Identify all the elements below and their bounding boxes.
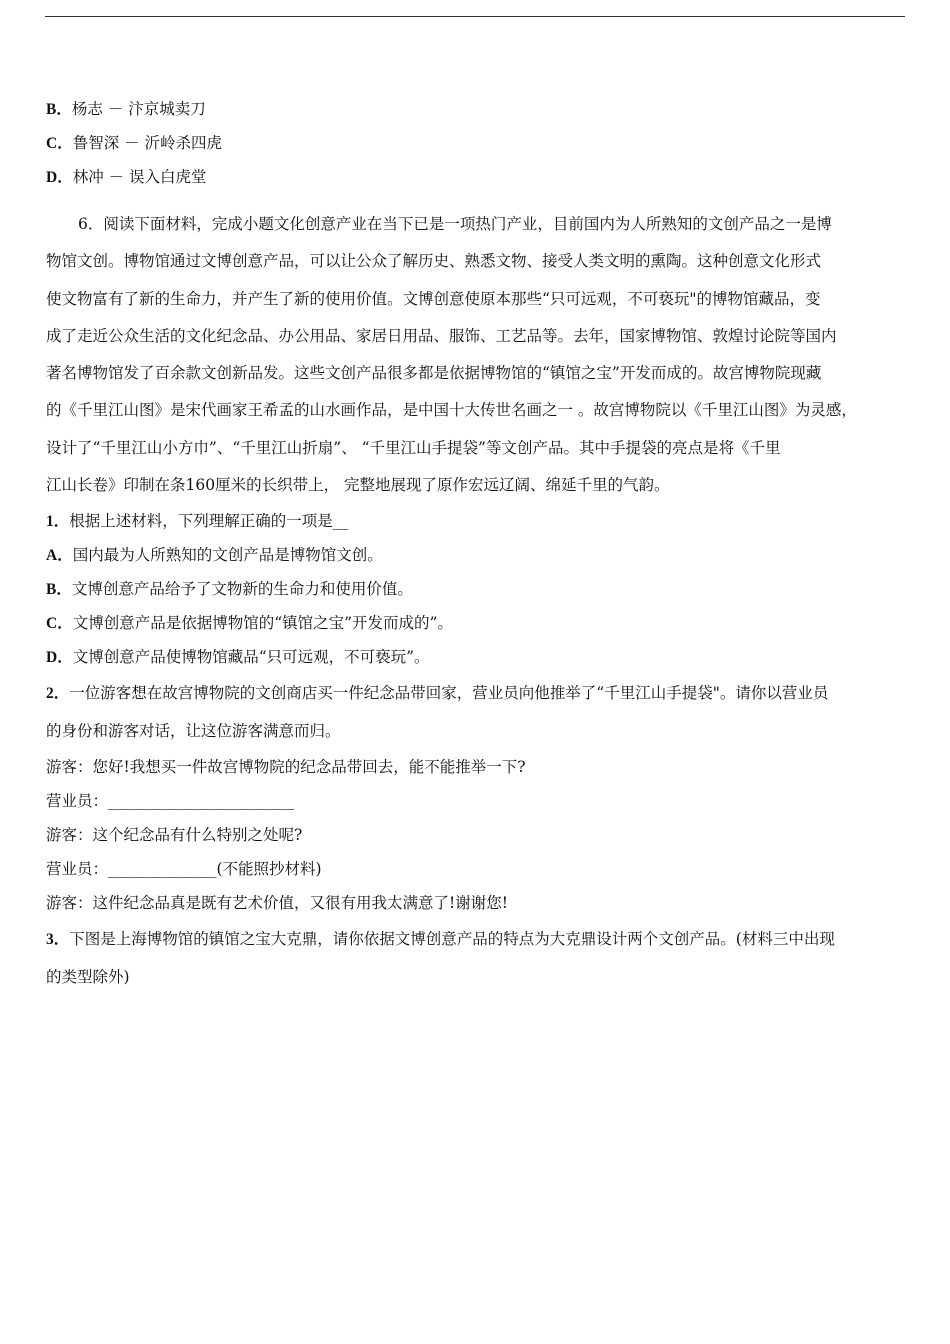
q1-option-d — [46, 640, 908, 674]
q1-option-a — [46, 538, 908, 572]
option-label: A． — [46, 547, 73, 565]
option-label: D． — [46, 649, 73, 667]
question-2 — [46, 674, 908, 712]
passage-line: 物馆文创。博物馆通过文博创意产品，可以让公众了解历史、熟悉文物、接受人类文明的熏陶。这种创意文化形式 — [46, 252, 822, 271]
option-text: 文博创意产品使博物馆藏品“只可远观，不可亵玩”。 — [72, 648, 430, 667]
passage-line: 使文物富有了新的生命力，并产生了新的使用价值。文博创意使原本那些“只可远观，不可亵玩"的博物馆藏品，变 — [46, 289, 821, 308]
question-text: 的身份和游客对话，让这位游客满意而归。 — [46, 722, 341, 741]
dialogue-line: 游客：您好!我想买一件故宫博物院的纪念品带回去，能不能推举一下? — [46, 758, 526, 777]
question-text: 的类型除外) — [46, 968, 130, 987]
option-label: B． — [46, 101, 72, 118]
question-text: 根据上述材料，下列理解正确的一项是__ — [69, 512, 349, 531]
question-2-cont — [46, 712, 908, 750]
q1-option-b — [46, 572, 908, 606]
option-label: C． — [46, 615, 73, 633]
option-label: D． — [46, 169, 73, 186]
dialogue-line: 游客：这件纪念品真是既有艺术价值，又很有用我太满意了!谢谢您! — [46, 894, 508, 913]
question-3 — [46, 920, 908, 958]
question-3-cont — [46, 958, 908, 996]
question-number: 3． — [46, 931, 70, 949]
dialogue-answer-line[interactable]: 营业员：________________________ — [46, 792, 295, 811]
option-text: 国内最为人所熟知的文创产品是博物馆文创。 — [72, 546, 383, 565]
passage-line: 的《千里江山图》是宋代画家王希孟的山水画作品，是中国十大传世名画之一 。故宫博物院以《千里江山图》为灵感， — [46, 401, 857, 420]
option-d-prev — [46, 160, 908, 194]
dialogue-line: 游客：这个纪念品有什么特别之处呢? — [46, 826, 303, 845]
question-text: 下图是上海博物馆的镇馆之宝大克鼎，请你依据文博创意产品的特点为大克鼎设计两个文创产品。(材料三中出现 — [69, 930, 835, 949]
option-label: B． — [46, 581, 72, 599]
question-1 — [46, 504, 908, 538]
passage-line: 江山长卷》印制在条160厘米的长织带上， 完整地展现了原作宏远辽阔、绵延千里的气韵。 — [46, 476, 670, 495]
passage-line: 设计了“千里江山小方巾”、“千里江山折扇”、 “千里江山手提袋”等文创产品。其中手提袋的亮点是将《千里 — [46, 438, 781, 457]
option-text: 文博创意产品给予了文物新的生命力和使用价值。 — [71, 580, 413, 599]
passage-line: 成了走近公众生活的文化纪念品、办公用品、家居日用品、服饰、工艺品等。去年，国家博物馆、敦煌讨论院等国内 — [46, 326, 837, 345]
passage-line: 著名博物馆发了百余款文创新品发。这些文创产品很多都是依据博物馆的“镇馆之宝”开发而成的。故宫博物院现藏 — [46, 364, 822, 383]
dialogue-answer-line[interactable]: 营业员：______________(不能照抄材料) — [46, 860, 322, 879]
question-number: 2． — [46, 685, 70, 703]
option-b-prev — [46, 92, 908, 126]
q1-option-c — [46, 606, 908, 640]
document-body — [46, 92, 908, 996]
option-text: 杨志 － 汴京城卖刀 — [71, 100, 206, 118]
option-text: 鲁智深 － 沂岭杀四虎 — [72, 134, 223, 152]
question-number: 1． — [46, 513, 70, 531]
option-text: 文博创意产品是依据博物馆的“镇馆之宝”开发而成的”。 — [72, 614, 453, 633]
header-rule — [45, 16, 905, 17]
option-label: C． — [46, 135, 73, 152]
option-c-prev — [46, 126, 908, 160]
passage-line: 6．阅读下面材料，完成小题文化创意产业在当下已是一项热门产业，目前国内为人所熟知的文创产品之一是博 — [78, 215, 832, 233]
option-text: 林冲 － 误入白虎堂 — [72, 168, 207, 186]
question-text: 一位游客想在故宫博物院的文创商店买一件纪念品带回家，营业员向他推举了“千里江山手提袋"。请你以营业员 — [69, 684, 829, 703]
reading-passage — [46, 206, 908, 504]
